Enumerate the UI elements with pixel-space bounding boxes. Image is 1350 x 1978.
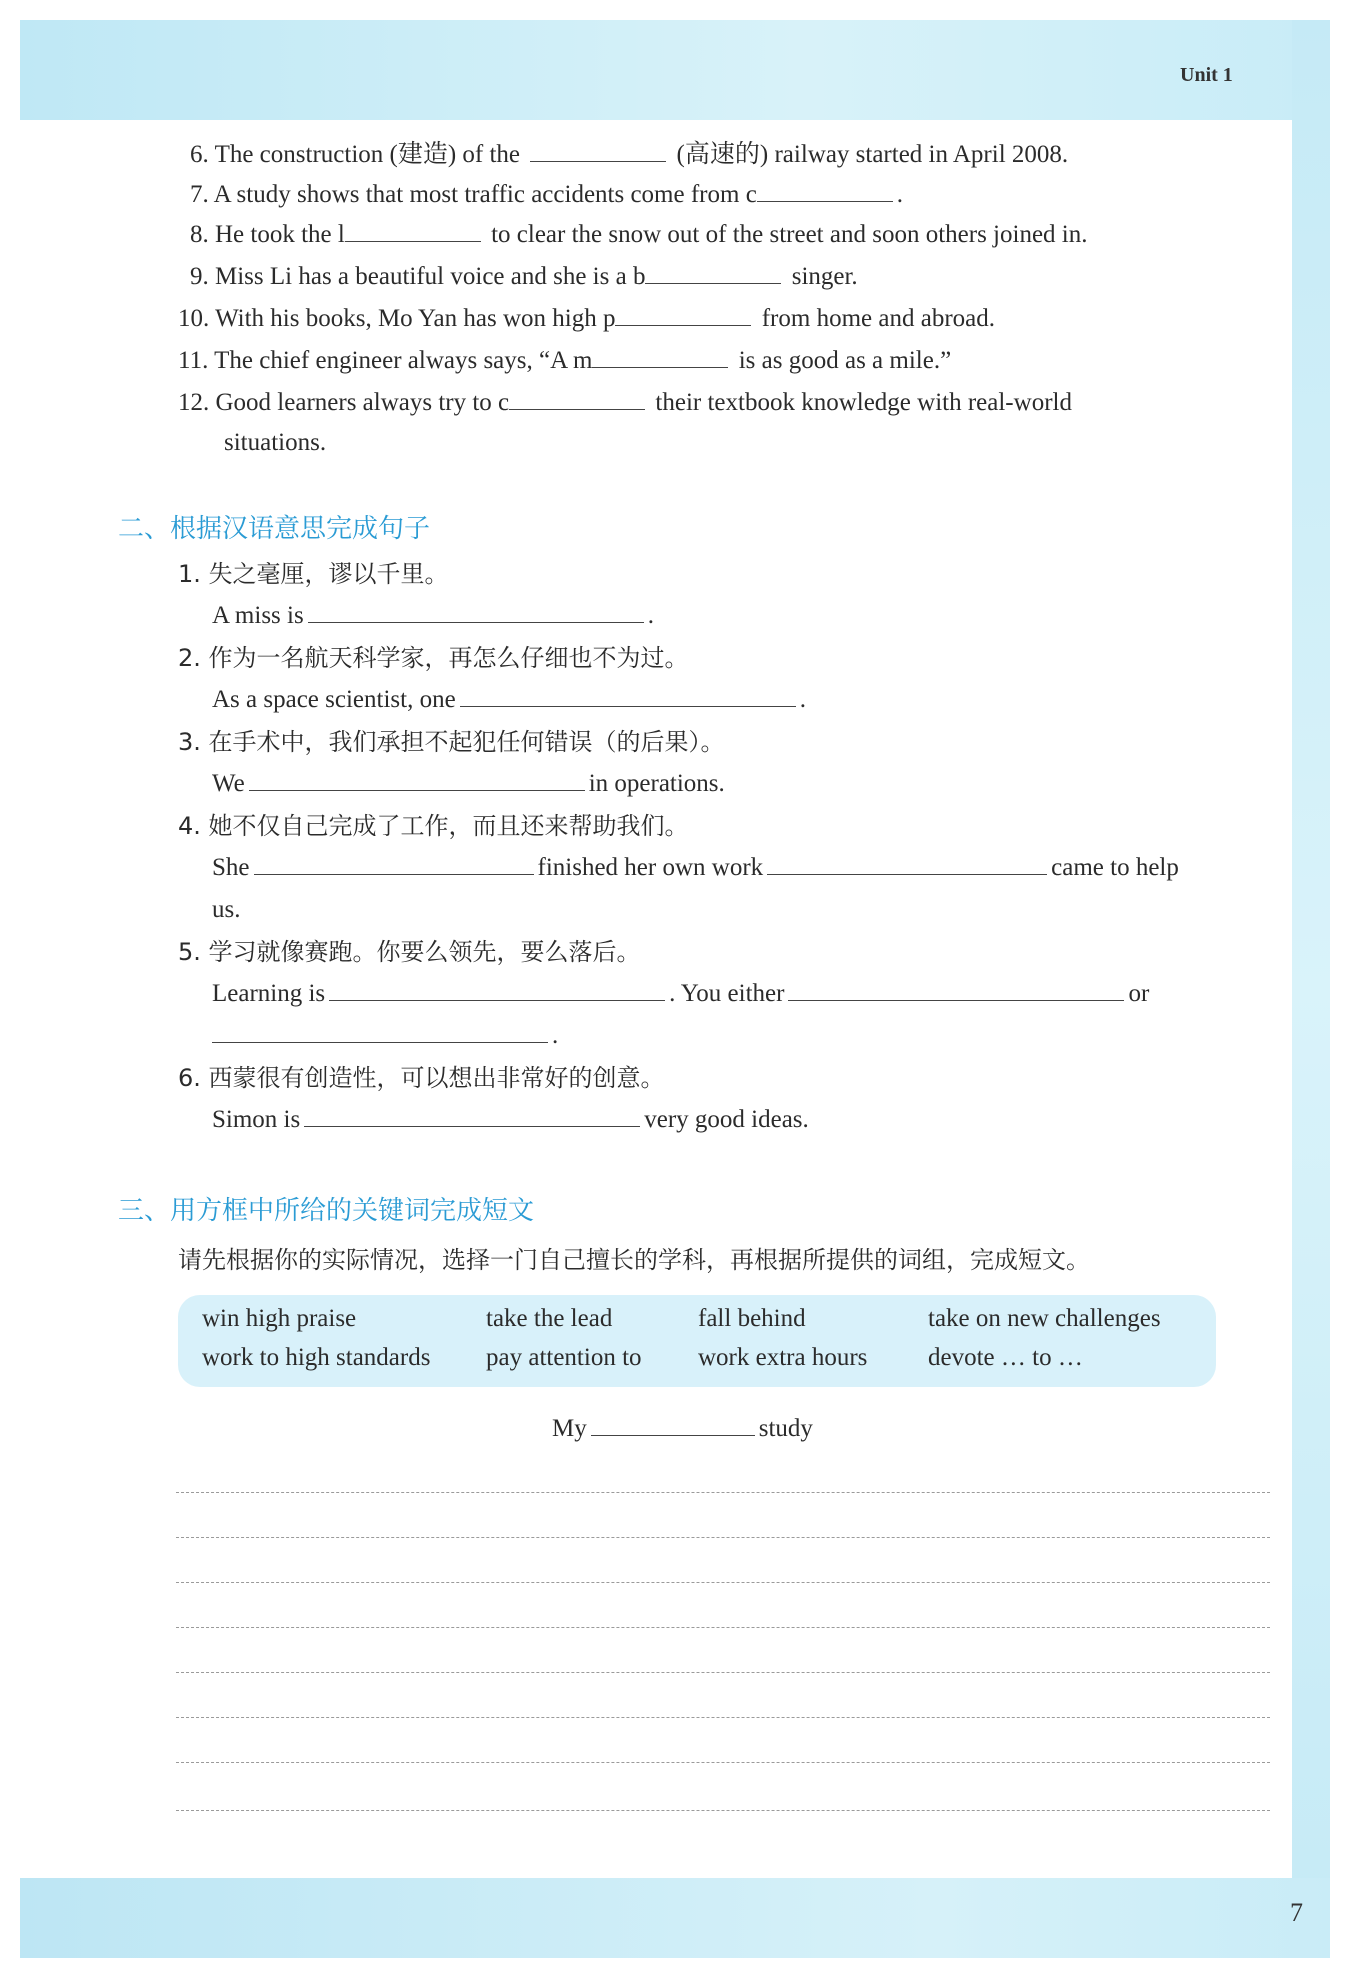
answer-blank[interactable]: [249, 768, 585, 791]
keyword: take the lead: [486, 1305, 613, 1332]
answer-blank[interactable]: [509, 387, 645, 410]
chinese-prompt: 2. 作为一名航天科学家，再怎么仔细也不为过。: [178, 644, 689, 672]
section-heading: 二、根据汉语意思完成句子: [118, 514, 431, 544]
translation-line-continuation: us.: [212, 896, 241, 923]
translation-line: As a space scientist, one .: [212, 686, 806, 713]
answer-blank[interactable]: [212, 1020, 548, 1043]
writing-line[interactable]: [176, 1627, 1270, 1628]
exercise-item: 7. A study shows that most traffic accidents come from c .: [190, 181, 904, 208]
exercise-item-continuation: situations.: [224, 429, 327, 456]
exercise-item: 12. Good learners always try to c their textbook knowledge with real-world: [178, 389, 1072, 416]
unit-label: Unit 1: [1180, 64, 1233, 86]
instruction-text: 请先根据你的实际情况，选择一门自己擅长的学科，再根据所提供的词组，完成短文。: [178, 1246, 1090, 1274]
keyword: devote … to …: [928, 1344, 1083, 1371]
chinese-prompt: 3. 在手术中，我们承担不起犯任何错误（的后果）。: [178, 728, 725, 756]
chinese-prompt: 5. 学习就像赛跑。你要么领先，要么落后。: [178, 938, 641, 966]
answer-blank[interactable]: [530, 139, 666, 162]
essay-title: My study: [552, 1415, 813, 1442]
writing-line[interactable]: [176, 1762, 1270, 1763]
keyword: pay attention to: [486, 1344, 642, 1371]
subject-blank[interactable]: [591, 1413, 755, 1436]
chinese-prompt: 4. 她不仅自己完成了工作，而且还来帮助我们。: [178, 812, 689, 840]
answer-blank[interactable]: [592, 345, 728, 368]
translation-line: Learning is . You either or: [212, 980, 1150, 1007]
keyword: fall behind: [698, 1305, 806, 1332]
keyword: take on new challenges: [928, 1305, 1161, 1332]
page-number: 7: [1290, 1898, 1303, 1927]
chinese-prompt: 1. 失之毫厘，谬以千里。: [178, 560, 449, 588]
writing-line[interactable]: [176, 1582, 1270, 1583]
translation-line: Simon is very good ideas.: [212, 1106, 809, 1133]
answer-blank[interactable]: [308, 600, 644, 623]
translation-line: She finished her own work came to help: [212, 854, 1179, 881]
exercise-item: 8. He took the l to clear the snow out of the street and soon others joined in.: [190, 221, 1088, 248]
answer-blank[interactable]: [254, 852, 534, 875]
footer-band: [20, 1878, 1330, 1958]
writing-line[interactable]: [176, 1810, 1270, 1811]
translation-line: We in operations.: [212, 770, 725, 797]
writing-line[interactable]: [176, 1492, 1270, 1493]
writing-line[interactable]: [176, 1537, 1270, 1538]
section-heading: 三、用方框中所给的关键词完成短文: [118, 1196, 535, 1226]
translation-line: A miss is .: [212, 602, 654, 629]
header-band: [20, 20, 1330, 120]
answer-blank[interactable]: [645, 261, 781, 284]
answer-blank[interactable]: [304, 1104, 640, 1127]
side-band: [1292, 20, 1330, 1958]
exercise-item: 10. With his books, Mo Yan has won high p from home and abroad.: [178, 305, 995, 332]
writing-line[interactable]: [176, 1672, 1270, 1673]
keyword: work to high standards: [202, 1344, 431, 1371]
writing-line[interactable]: [176, 1717, 1270, 1718]
answer-blank[interactable]: [788, 978, 1124, 1001]
exercise-item: 11. The chief engineer always says, “A m is as good as a mile.”: [178, 347, 952, 374]
answer-blank[interactable]: [460, 684, 796, 707]
exercise-item: 9. Miss Li has a beautiful voice and she is a b singer.: [190, 263, 858, 290]
keyword: win high praise: [202, 1305, 357, 1332]
keyword: work extra hours: [698, 1344, 868, 1371]
translation-line-continuation: .: [212, 1020, 558, 1052]
answer-blank[interactable]: [615, 303, 751, 326]
answer-blank[interactable]: [767, 852, 1047, 875]
exercise-item: 6. The construction (建造) of the (高速的) railway started in April 2008.: [190, 141, 1069, 168]
answer-blank[interactable]: [757, 179, 893, 202]
answer-blank[interactable]: [329, 978, 665, 1001]
answer-blank[interactable]: [345, 219, 481, 242]
chinese-prompt: 6. 西蒙很有创造性，可以想出非常好的创意。: [178, 1064, 665, 1092]
